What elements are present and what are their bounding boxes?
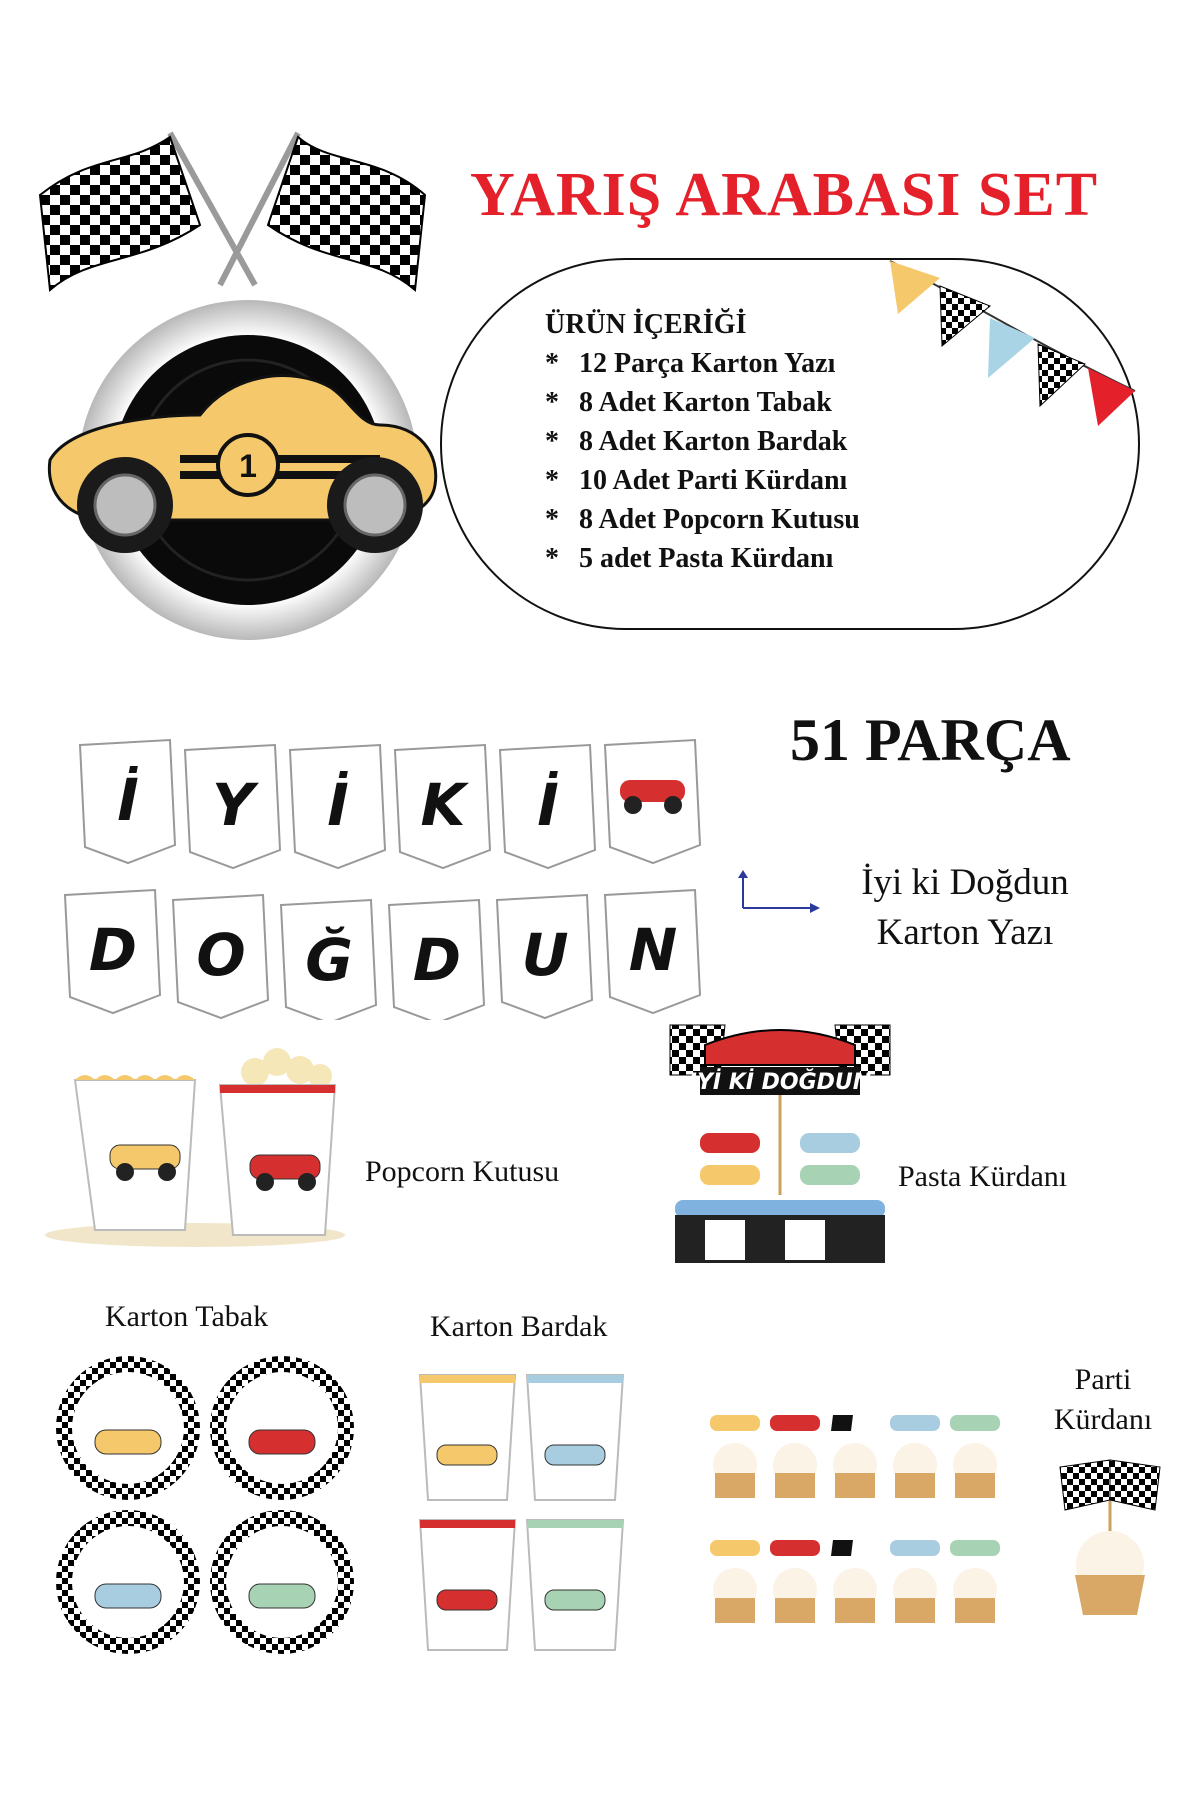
race-car-logo — [30, 125, 450, 645]
topper-sign-text: İYİ Kİ DOĞDUN — [688, 1070, 872, 1095]
banner-flag — [173, 895, 268, 1018]
banner-flag — [80, 740, 175, 863]
banner-flag — [281, 900, 376, 1020]
list-item: * 8 Adet Karton Tabak — [545, 387, 832, 418]
list-item: * 10 Adet Parti Kürdanı — [545, 465, 848, 496]
svg-text:Y: Y — [212, 771, 254, 839]
banner-flag — [605, 890, 700, 1013]
page-title: YARIŞ ARABASI SET — [470, 161, 1099, 229]
piece-count: 51 PARÇA — [790, 707, 1071, 773]
cake-topper-label: Pasta Kürdanı — [898, 1160, 1068, 1193]
corner-arrow-icon — [738, 870, 823, 915]
banner-flag — [185, 745, 280, 868]
svg-text:D: D — [88, 916, 138, 984]
banner-flag — [500, 745, 595, 868]
popcorn-boxes-image — [45, 1040, 355, 1250]
banner-flag — [497, 895, 592, 1018]
cupcake-row-top — [710, 1415, 1000, 1498]
contents-list — [545, 305, 965, 578]
plates-label: Karton Tabak — [105, 1300, 269, 1333]
banner-flag — [290, 745, 385, 868]
plate-green — [210, 1510, 354, 1654]
banner-caption-line2: Karton Yazı — [876, 912, 1054, 953]
banner-row-2 — [55, 885, 720, 1020]
pennant-red — [1088, 368, 1135, 426]
banner-flag — [395, 745, 490, 868]
party-picks-label — [1038, 1360, 1168, 1440]
cup-green — [527, 1520, 623, 1650]
svg-text:N: N — [628, 916, 678, 984]
banner-caption-line1: İyi ki Doğdun — [861, 862, 1069, 903]
popcorn-box-yellow — [75, 1075, 195, 1230]
svg-text:O: O — [196, 921, 246, 989]
cupcake-row-bottom — [710, 1540, 1000, 1623]
list-item: * 5 adet Pasta Kürdanı — [545, 543, 834, 574]
popcorn-box-red — [220, 1048, 335, 1235]
green-car-icon — [800, 1165, 860, 1185]
svg-text:K: K — [420, 771, 466, 839]
svg-text:İ: İ — [117, 766, 139, 834]
cups-label: Karton Bardak — [430, 1310, 608, 1343]
plate-blue — [56, 1510, 200, 1654]
yellow-car-icon — [700, 1165, 760, 1185]
plates-image — [50, 1350, 360, 1660]
cups-image — [415, 1370, 635, 1660]
cup-blue — [527, 1375, 623, 1500]
contents-heading: ÜRÜN İÇERİĞİ — [545, 309, 747, 340]
svg-text:U: U — [521, 921, 569, 989]
svg-text:D: D — [412, 926, 462, 994]
red-car-icon — [700, 1133, 760, 1153]
list-item: * 12 Parça Karton Yazı — [545, 348, 836, 379]
list-item: * 8 Adet Popcorn Kutusu — [545, 504, 860, 535]
list-item: * 8 Adet Karton Bardak — [545, 426, 848, 457]
party-picks-label-line2: Kürdanı — [1053, 1403, 1153, 1436]
checkered-flag-left-icon — [40, 137, 200, 290]
party-picks-image — [705, 1405, 1005, 1635]
cup-red — [420, 1520, 515, 1650]
cake-topper-image — [665, 1015, 895, 1265]
cup-yellow — [420, 1375, 515, 1500]
banner-caption — [840, 858, 1090, 958]
checkered-flag-icon — [1110, 1460, 1160, 1510]
plate-yellow — [56, 1356, 200, 1500]
blue-car-icon — [800, 1133, 860, 1153]
checkered-flag-right-icon — [268, 137, 425, 290]
svg-text:Ğ: Ğ — [305, 926, 353, 994]
party-picks-label-line1: Parti — [1074, 1363, 1132, 1396]
checkered-flag-icon — [1060, 1460, 1110, 1510]
flag-cupcake-image — [1055, 1455, 1165, 1620]
banner-flag — [65, 890, 160, 1013]
popcorn-label: Popcorn Kutusu — [365, 1155, 560, 1188]
svg-text:İ: İ — [537, 771, 559, 839]
car-number: 1 — [239, 448, 257, 484]
banner-flag-car — [605, 740, 700, 863]
svg-text:İ: İ — [327, 771, 349, 839]
banner-flag — [389, 900, 484, 1020]
plate-red — [210, 1356, 354, 1500]
banner-row-1 — [60, 735, 720, 870]
